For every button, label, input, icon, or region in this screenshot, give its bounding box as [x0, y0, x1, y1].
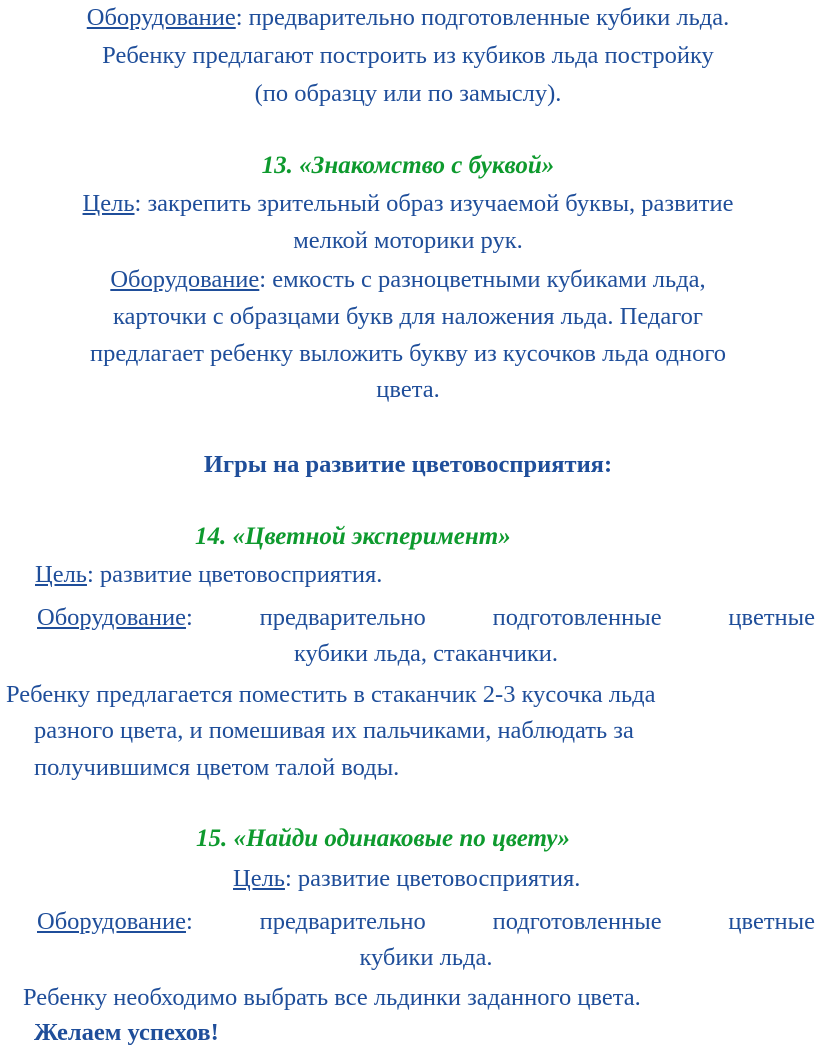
- paragraph-line: кубики льда, стаканчики.: [293, 640, 559, 667]
- goal-text: : развитие цветовосприятия.: [86, 561, 383, 588]
- section-title: Игры на развитие цветовосприятия:: [203, 451, 613, 478]
- equipment-line: [37, 602, 815, 634]
- equipment-word: подготовленные: [492, 604, 662, 631]
- goal-label: Цель: [233, 865, 285, 892]
- paragraph-line: (по образцу или по замыслу).: [254, 80, 562, 107]
- equipment-word: :: [185, 908, 193, 935]
- goal-line: [233, 863, 580, 895]
- paragraph-line: мелкой моторики рук.: [293, 227, 523, 254]
- equipment-word: :: [185, 604, 193, 631]
- paragraph-line: цвета.: [376, 376, 440, 403]
- equipment-word: предварительно: [259, 908, 426, 935]
- goal-text: : развитие цветовосприятия.: [284, 865, 581, 892]
- paragraph-line: предлагает ребенку выложить букву из кусочков льда одного: [89, 340, 727, 367]
- goal-text: : закрепить зрительный образ изучаемой буквы, развитие: [134, 190, 734, 217]
- paragraph-line: карточки с образцами букв для наложения льда. Педагог: [113, 303, 703, 330]
- paragraph-line: кубики льда.: [359, 944, 493, 971]
- equipment-text: : емкость с разноцветными кубиками льда,: [259, 266, 706, 293]
- equipment-word: подготовленные: [492, 908, 662, 935]
- closing-text: Желаем успехов!: [34, 1019, 219, 1046]
- goal-line: [35, 559, 382, 591]
- goal-label: Цель: [35, 561, 87, 588]
- paragraph-line: Ребенку предлагается поместить в стаканчик 2-3 кусочка льда: [6, 681, 656, 708]
- paragraph-line: Ребенку необходимо выбрать все льдинки заданного цвета.: [23, 984, 641, 1011]
- equipment-label: Оборудование: [110, 266, 260, 293]
- equipment-text: : предварительно подготовленные кубики льда.: [235, 4, 730, 31]
- equipment-word: предварительно: [259, 604, 426, 631]
- goal-line: [0, 188, 816, 220]
- equipment-line: [0, 2, 816, 34]
- equipment-label: Оборудование: [37, 908, 186, 935]
- equipment-line: [37, 906, 815, 938]
- goal-label: Цель: [82, 190, 135, 217]
- paragraph-line: разного цвета, и помешивая их пальчиками, наблюдать за: [34, 717, 634, 744]
- equipment-word: цветные: [728, 604, 815, 631]
- equipment-line: [0, 264, 816, 296]
- game-13-heading: 13. «Знакомство с буквой»: [261, 152, 555, 179]
- paragraph-line: Ребенку предлагают построить из кубиков льда постройку: [102, 42, 714, 69]
- equipment-word: цветные: [728, 908, 815, 935]
- game-15-heading: 15. «Найди одинаковые по цвету»: [196, 825, 570, 852]
- paragraph-line: получившимся цветом талой воды.: [34, 754, 400, 781]
- game-14-heading: 14. «Цветной эксперимент»: [195, 523, 511, 550]
- equipment-label: Оборудование: [37, 604, 186, 631]
- equipment-label: Оборудование: [86, 4, 236, 31]
